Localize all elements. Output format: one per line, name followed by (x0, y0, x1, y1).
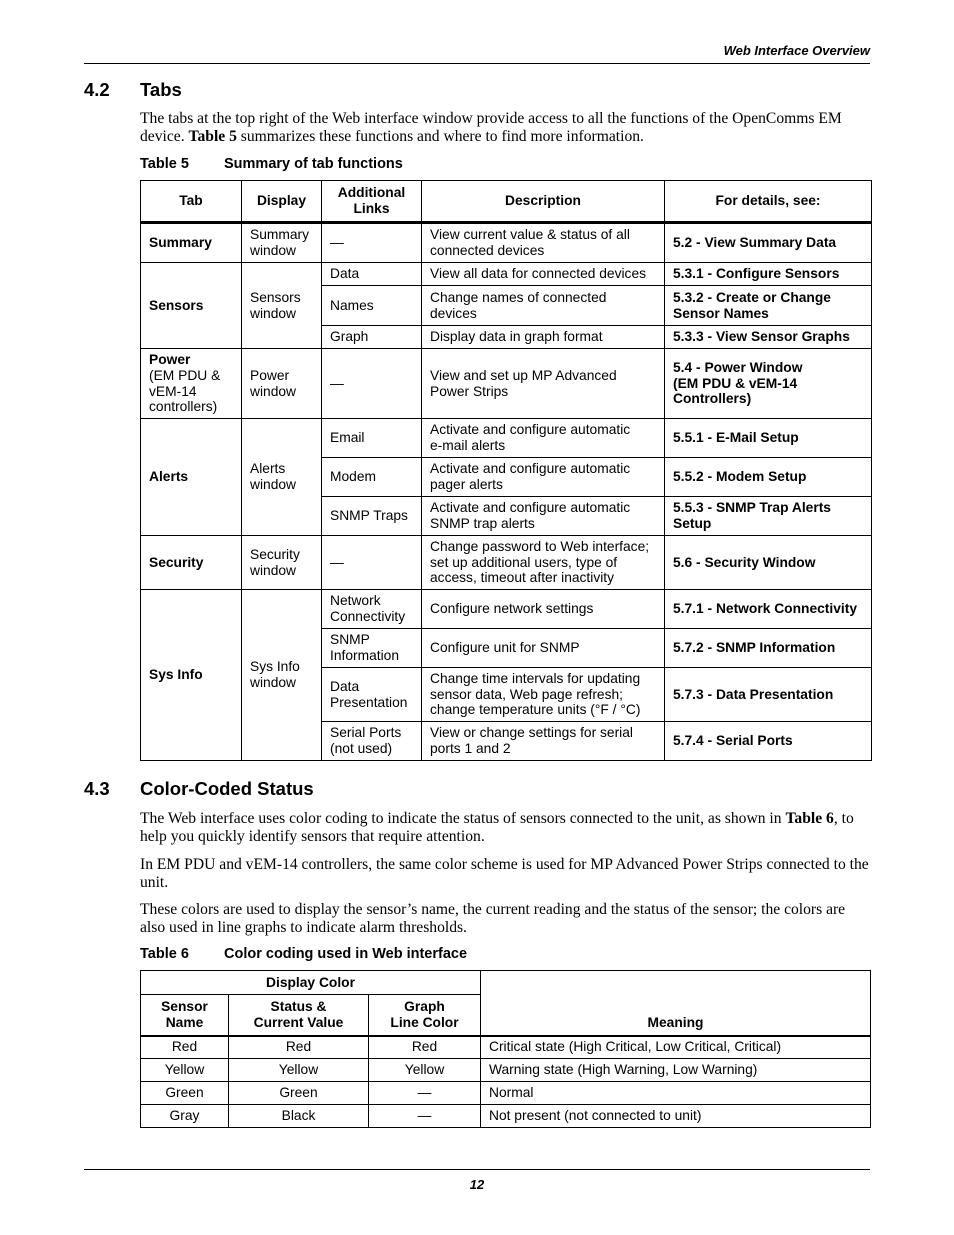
table-row (141, 263, 872, 286)
meaning-cell: Warning state (High Warning, Low Warning) (481, 1059, 871, 1082)
description-cell: Activate and configure automatic SNMP trap alerts (422, 497, 665, 536)
link-cell: Graph (322, 326, 422, 349)
details-cell: 5.3.1 - Configure Sensors (665, 263, 872, 286)
meaning-cell: Not present (not connected to unit) (481, 1105, 871, 1128)
description-cell: Display data in graph format (422, 326, 665, 349)
caption-title: Color coding used in Web interface (224, 946, 468, 962)
link-cell: SNMP Information (322, 629, 422, 668)
header-cell: Display (242, 181, 322, 223)
header-cell: Status & Current Value (229, 995, 369, 1036)
status-value-cell: Red (229, 1036, 369, 1059)
table-group-header-row (141, 971, 871, 995)
link-cell: Serial Ports (not used) (322, 722, 422, 761)
header-cell: Sensor Name (141, 995, 229, 1036)
description-cell: Configure unit for SNMP (422, 629, 665, 668)
link-cell: — (322, 349, 422, 419)
table-reference: Table 6 (785, 810, 834, 827)
details-cell: 5.4 - Power Window (EM PDU & vEM-14 Controllers) (665, 349, 872, 419)
details-cell: 5.3.2 - Create or Change Sensor Names (665, 286, 872, 326)
table-row (141, 349, 872, 419)
table-header-row (141, 181, 872, 223)
link-cell: SNMP Traps (322, 497, 422, 536)
display-cell: Summary window (242, 223, 322, 263)
details-cell: 5.7.3 - Data Presentation (665, 668, 872, 722)
details-cell: 5.7.2 - SNMP Information (665, 629, 872, 668)
description-cell: View all data for connected devices (422, 263, 665, 286)
tab-note: (EM PDU & vEM-14 controllers) (149, 367, 221, 415)
description-cell: Configure network settings (422, 590, 665, 629)
color-paragraph-2: In EM PDU and vEM-14 controllers, the same color scheme is used for MP Advanced Power Strips connected to the unit. (140, 856, 869, 891)
caption-title: Summary of tab functions (224, 156, 403, 172)
tab-cell: Summary (141, 223, 242, 263)
description-cell: Change password to Web interface; set up additional users, type of access, timeout after inactivity (422, 536, 665, 590)
color-paragraph-1 (140, 810, 870, 846)
table5-caption (140, 156, 403, 172)
link-cell: Data (322, 263, 422, 286)
section-title: Tabs (140, 79, 182, 100)
status-value-cell: Green (229, 1082, 369, 1105)
details-cell: 5.7.1 - Network Connectivity (665, 590, 872, 629)
caption-number: Table 6 (140, 946, 189, 962)
description-cell: Change time intervals for updating sensor data, Web page refresh; change temperature units (°F / °C) (422, 668, 665, 722)
details-cell: 5.6 - Security Window (665, 536, 872, 590)
details-cell: 5.5.3 - SNMP Trap Alerts Setup (665, 497, 872, 536)
text: The Web interface uses color coding to indicate the status of sensors connected to the unit, as shown in (140, 810, 786, 827)
details-cell: 5.5.1 - E-Mail Setup (665, 419, 872, 458)
table-row (141, 590, 872, 629)
header-cell: Graph Line Color (369, 995, 481, 1036)
table-row (141, 536, 872, 590)
section-title: Color-Coded Status (140, 778, 314, 799)
color-coding-table (140, 970, 871, 1128)
section-heading-tabs (84, 79, 182, 101)
group-header-cell: Display Color (141, 971, 481, 995)
link-cell: Email (322, 419, 422, 458)
header-rule (84, 63, 870, 64)
table-row (141, 1082, 871, 1105)
sensor-name-cell: Red (141, 1036, 229, 1059)
header-cell: Tab (141, 181, 242, 223)
display-cell: Alerts window (242, 419, 322, 536)
caption-number: Table 5 (140, 156, 189, 172)
display-cell: Security window (242, 536, 322, 590)
display-cell: Sys Info window (242, 590, 322, 761)
tab-cell: Sys Info (141, 590, 242, 761)
page-number: 12 (469, 1177, 485, 1192)
meaning-cell: Normal (481, 1082, 871, 1105)
table-row (141, 419, 872, 458)
tab-cell: Sensors (141, 263, 242, 349)
section-number: 4.3 (84, 778, 110, 799)
description-cell: Change names of connected devices (422, 286, 665, 326)
text: summarizes these functions and where to find more information. (236, 128, 644, 145)
status-value-cell: Yellow (229, 1059, 369, 1082)
sensor-name-cell: Gray (141, 1105, 229, 1128)
description-cell: Activate and configure automatic pager alerts (422, 458, 665, 497)
details-cell: 5.2 - View Summary Data (665, 223, 872, 263)
details-cell: 5.7.4 - Serial Ports (665, 722, 872, 761)
display-cell: Power window (242, 349, 322, 419)
sensor-name-cell: Yellow (141, 1059, 229, 1082)
link-cell: Modem (322, 458, 422, 497)
graph-color-cell: Red (369, 1036, 481, 1059)
header-cell: For details, see: (665, 181, 872, 223)
table-row (141, 1105, 871, 1128)
text: , to help you quickly identify sensors that require attention. (140, 810, 854, 845)
details-cell: 5.3.3 - View Sensor Graphs (665, 326, 872, 349)
table-row (141, 1059, 871, 1082)
link-cell: Network Connectivity (322, 590, 422, 629)
link-cell: Data Presentation (322, 668, 422, 722)
text: The tabs at the top right of the Web interface window provide access to all the functions of the OpenComms EM device. (140, 110, 842, 145)
header-cell: Description (422, 181, 665, 223)
section-number: 4.2 (84, 79, 110, 100)
tab-cell: Security (141, 536, 242, 590)
running-header: Web Interface Overview (723, 43, 870, 58)
graph-color-cell: Yellow (369, 1059, 481, 1082)
footer-rule (84, 1169, 870, 1170)
color-paragraph-3: These colors are used to display the sensor’s name, the current reading and the status of the sensor; the colors are also used in line graphs to indicate alarm thresholds. (140, 901, 846, 936)
graph-color-cell: — (369, 1082, 481, 1105)
link-cell: Names (322, 286, 422, 326)
table-reference: Table 5 (188, 128, 237, 145)
tabs-intro-paragraph (140, 110, 870, 146)
tab-cell: Alerts (141, 419, 242, 536)
description-cell: View current value & status of all connected devices (422, 223, 665, 263)
section-heading-color-coded-status (84, 778, 314, 800)
meaning-cell: Critical state (High Critical, Low Critical, Critical) (481, 1036, 871, 1059)
table-row (141, 223, 872, 263)
display-cell: Sensors window (242, 263, 322, 349)
link-cell: — (322, 536, 422, 590)
link-cell: — (322, 223, 422, 263)
tab-functions-table (140, 180, 872, 761)
tab-cell (141, 349, 242, 419)
status-value-cell: Black (229, 1105, 369, 1128)
graph-color-cell: — (369, 1105, 481, 1128)
details-cell: 5.5.2 - Modem Setup (665, 458, 872, 497)
header-cell: Meaning (481, 971, 871, 1036)
tab-name: Power (149, 352, 191, 368)
header-cell: Additional Links (322, 181, 422, 223)
sensor-name-cell: Green (141, 1082, 229, 1105)
description-cell: Activate and configure automatic e-mail alerts (422, 419, 665, 458)
table-row (141, 1036, 871, 1059)
description-cell: View and set up MP Advanced Power Strips (422, 349, 665, 419)
description-cell: View or change settings for serial ports 1 and 2 (422, 722, 665, 761)
table6-caption (140, 946, 467, 962)
